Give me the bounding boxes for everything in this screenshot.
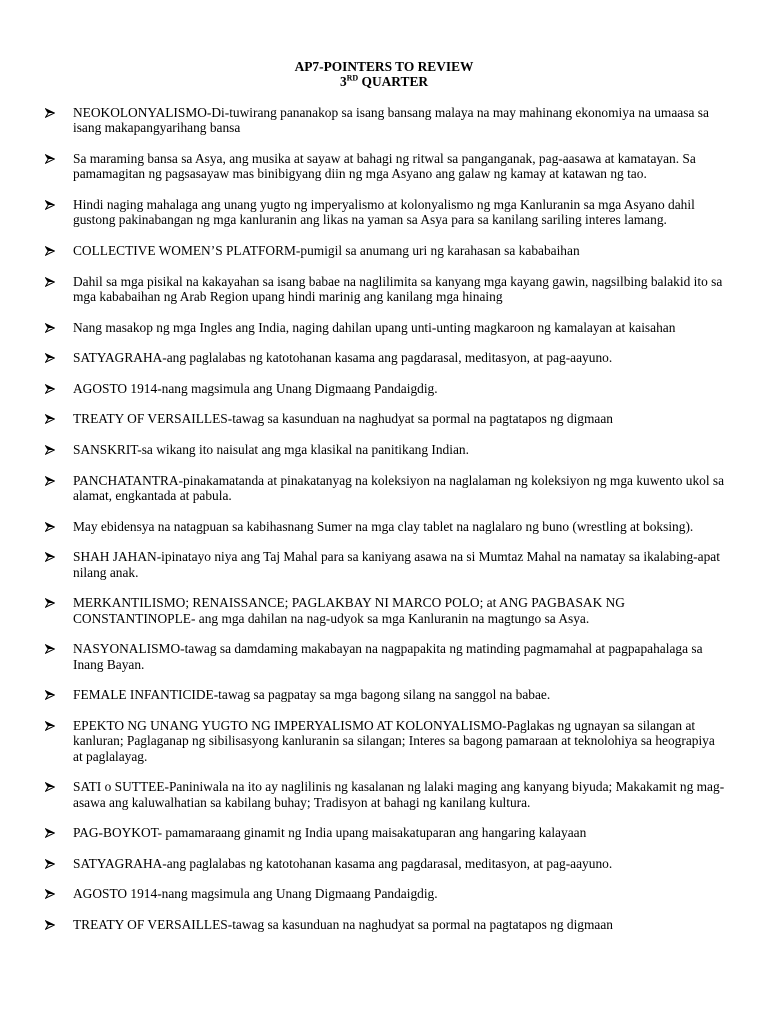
list-item: [45, 350, 725, 365]
arrowhead-bullet-icon: [45, 246, 55, 256]
list-item-text: SHAH JAHAN-ipinatayo niya ang Taj Mahal para sa kaniyang asawa na si Mumtaz Mahal na namatay sa ikalabing-apat nilang anak.: [73, 549, 720, 580]
arrowhead-bullet-icon: [45, 414, 55, 424]
list-item-text: SANSKRIT-sa wikang ito naisulat ang mga klasikal na panitikang Indian.: [73, 441, 469, 457]
list-item: [45, 274, 725, 305]
list-item-text: PANCHATANTRA-pinakamatanda at pinakatanyag na koleksiyon na naglalaman ng koleksiyon ng mga kuwento ukol sa alamat, engkantada at pabula.: [73, 472, 725, 503]
list-item-text: May ebidensya na natagpuan sa kabihasnang Sumer na mga clay tablet na naglalaro ng buno (wrestling at boksing).: [73, 518, 694, 534]
list-item-text: AGOSTO 1914-nang magsimula ang Unang Digmaang Pandaigdig.: [73, 886, 438, 902]
arrowhead-bullet-icon: [45, 476, 55, 486]
list-item-text: Dahil sa mga pisikal na kakayahan sa isang babae na naglilimita sa kanyang mga kayang gawin, nagsilbing balakid ito sa mga kababaihan ng Arab Region upang hindi marinig ang kanilang mga hinaing: [73, 273, 723, 304]
list-item: [45, 197, 725, 228]
list-item: [45, 825, 725, 840]
arrowhead-bullet-icon: [45, 445, 55, 455]
arrowhead-bullet-icon: [45, 828, 55, 838]
list-item-text: Nang masakop ng mga Ingles ang India, naging dahilan upang unti-unting magkaroon ng kamalayan at kaisahan: [73, 319, 676, 335]
list-item: [45, 381, 725, 396]
list-item: [45, 549, 725, 580]
list-item-text: EPEKTO NG UNANG YUGTO NG IMPERYALISMO AT KOLONYALISMO-Paglakas ng ugnayan sa silangan at kanluran; Paglaganap ng sibilisasyong kanluranin sa silangan; Interes sa bagong pamaraan at teknolohiya sa heograpiya at paglalayag.: [73, 717, 715, 764]
arrowhead-bullet-icon: [45, 598, 55, 608]
quarter-number: 3: [339, 74, 347, 89]
pointers-list: [45, 105, 725, 948]
arrowhead-bullet-icon: [45, 108, 55, 118]
arrowhead-bullet-icon: [45, 644, 55, 654]
list-item: [45, 595, 725, 626]
list-item-text: SATI o SUTTEE-Paniniwala na ito ay naglilinis ng kasalanan ng lalaki maging ang kanyang biyuda; Makakamit ng mag-asawa ang kaluwalhatian sa kabilang buhay; Tradisyon at bahagi ng kanilang kultura.: [73, 779, 725, 810]
arrowhead-bullet-icon: [45, 552, 55, 562]
list-item-text: AGOSTO 1914-nang magsimula ang Unang Digmaang Pandaigdig.: [73, 380, 438, 396]
arrowhead-bullet-icon: [45, 920, 55, 930]
list-item-text: SATYAGRAHA-ang paglalabas ng katotohanan kasama ang pagdarasal, meditasyon, at pag-aayuno.: [73, 350, 613, 366]
list-item: [45, 243, 725, 258]
arrowhead-bullet-icon: [45, 859, 55, 869]
arrowhead-bullet-icon: [45, 277, 55, 287]
arrowhead-bullet-icon: [45, 353, 55, 363]
arrowhead-bullet-icon: [45, 154, 55, 164]
arrowhead-bullet-icon: [45, 323, 55, 333]
list-item: [45, 442, 725, 457]
list-item: [45, 917, 725, 932]
list-item: [45, 519, 725, 534]
arrowhead-bullet-icon: [45, 889, 55, 899]
list-item-text: MERKANTILISMO; RENAISSANCE; PAGLAKBAY NI MARCO POLO; at ANG PAGBASAK NG CONSTANTINOPLE- ang mga dahilan na nag-udyok sa mga Kanluranin na magtungo sa Asya.: [73, 595, 625, 626]
list-item: [45, 151, 725, 182]
list-item: [45, 687, 725, 702]
list-item-text: FEMALE INFANTICIDE-tawag sa pagpatay sa mga bagong silang na sanggol na babae.: [73, 687, 551, 703]
list-item: [45, 886, 725, 901]
list-item-text: PAG-BOYKOT- pamamaraang ginamit ng India upang maisakatuparan ang hangaring kalayaan: [73, 825, 587, 841]
list-item: [45, 411, 725, 426]
title-line-2: [0, 74, 768, 89]
title-line-1: AP7-POINTERS TO REVIEW: [294, 59, 474, 74]
list-item: [45, 718, 725, 764]
arrowhead-bullet-icon: [45, 200, 55, 210]
list-item: [45, 779, 725, 810]
list-item: [45, 320, 725, 335]
list-item-text: TREATY OF VERSAILLES-tawag sa kasunduan na naghudyat sa pormal na pagtatapos ng digmaan: [73, 411, 613, 427]
list-item: [45, 105, 725, 136]
list-item: [45, 641, 725, 672]
document-title: [0, 59, 768, 89]
list-item-text: Hindi naging mahalaga ang unang yugto ng imperyalismo at kolonyalismo ng mga Kanluranin sa mga Asyano dahil gustong pakinabangan ng mga kanluranin ang likas na yaman sa Asya para sa kanilang sariling interes lamang.: [73, 197, 695, 228]
list-item-text: SATYAGRAHA-ang paglalabas ng katotohanan kasama ang pagdarasal, meditasyon, at pag-aayuno.: [73, 855, 613, 871]
quarter-ordinal-suffix: RD: [346, 73, 359, 83]
list-item: [45, 473, 725, 504]
arrowhead-bullet-icon: [45, 721, 55, 731]
list-item-text: Sa maraming bansa sa Asya, ang musika at sayaw at bahagi ng ritwal sa panganganak, pag-aasawa at kamatayan. Sa pamamagitan ng pagsasayaw mas binibigyang diin ng mga Asyano ang galaw ng kamay at katawan ng tao.: [73, 151, 696, 182]
list-item: [45, 856, 725, 871]
quarter-label: QUARTER: [358, 74, 429, 89]
arrowhead-bullet-icon: [45, 690, 55, 700]
list-item-text: TREATY OF VERSAILLES-tawag sa kasunduan na naghudyat sa pormal na pagtatapos ng digmaan: [73, 916, 613, 932]
list-item-text: NEOKOLONYALISMO-Di-tuwirang pananakop sa isang bansang malaya na may mahinang ekonomiya na umaasa sa isang makapangyarihang bansa: [73, 105, 709, 136]
list-item-text: NASYONALISMO-tawag sa damdaming makabayan na nagpapakita ng matinding pagmamahal at pagpapahalaga sa Inang Bayan.: [73, 641, 703, 672]
arrowhead-bullet-icon: [45, 782, 55, 792]
arrowhead-bullet-icon: [45, 384, 55, 394]
arrowhead-bullet-icon: [45, 522, 55, 532]
list-item-text: COLLECTIVE WOMEN’S PLATFORM-pumigil sa anumang uri ng karahasan sa kababaihan: [73, 243, 580, 258]
